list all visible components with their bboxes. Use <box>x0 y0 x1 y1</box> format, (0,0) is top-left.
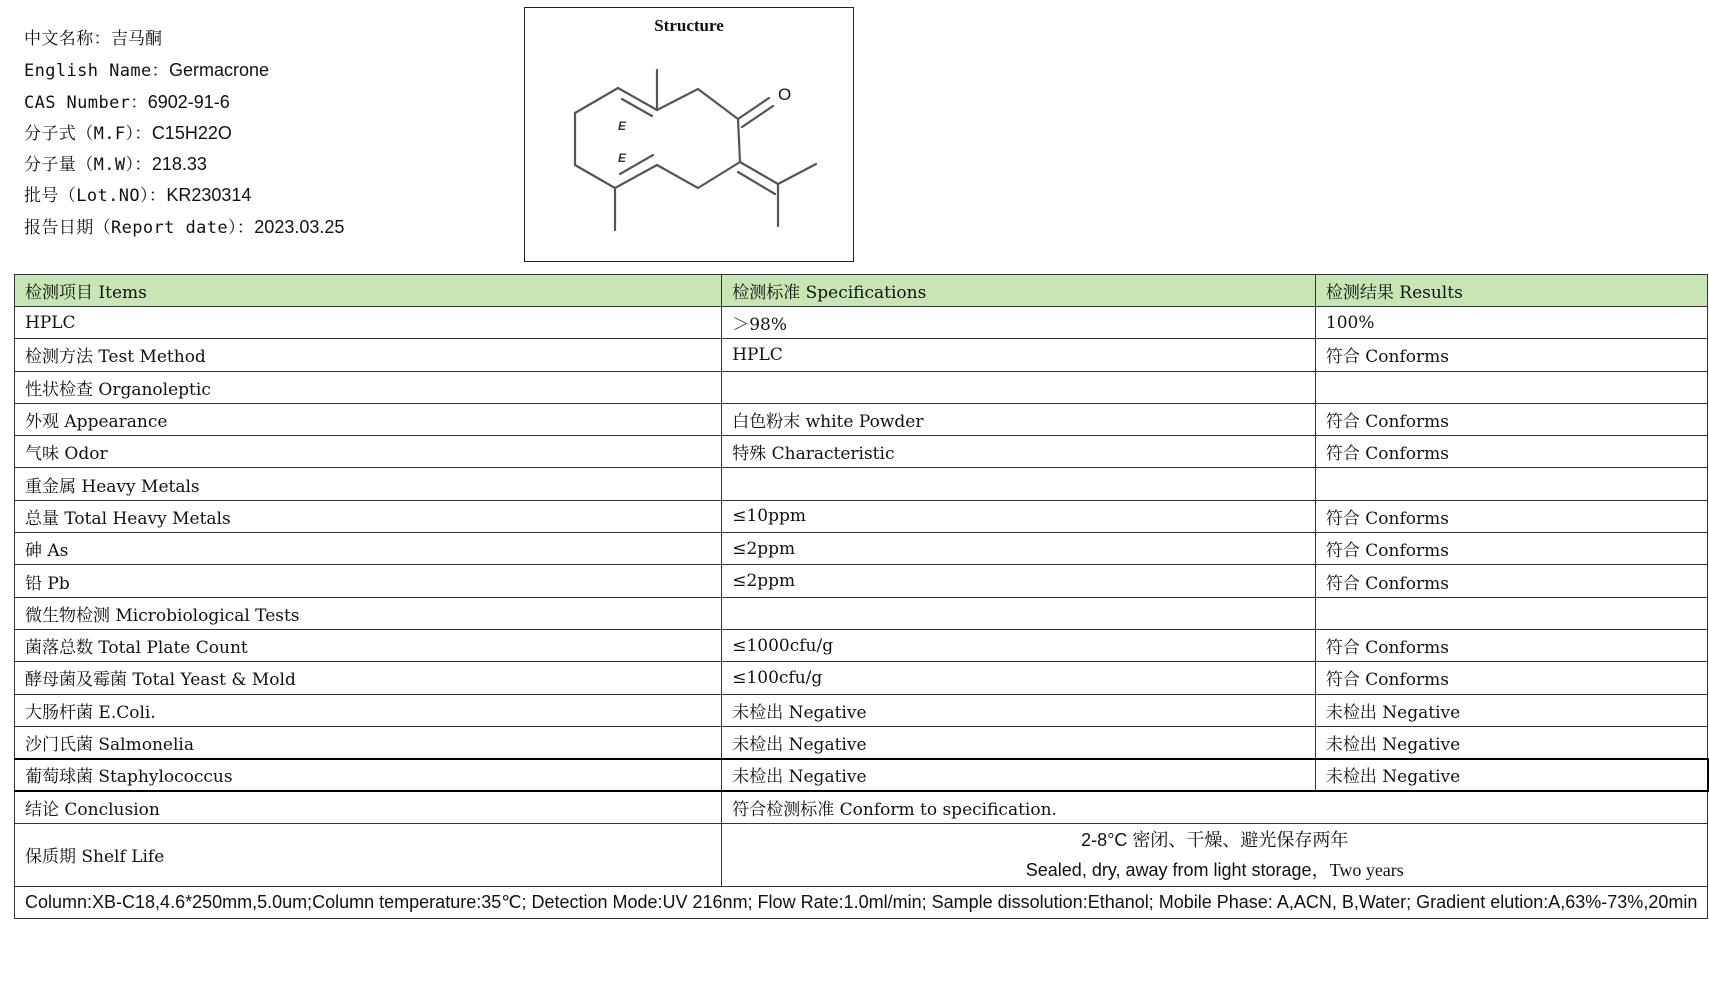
row-item: 沙门氏菌 Salmonelia <box>15 726 722 758</box>
row-item: 铅 Pb <box>15 565 722 597</box>
chinese-name-line <box>24 24 344 55</box>
isopropylidene-methyl-bond <box>778 164 816 184</box>
ring-bond <box>698 89 738 119</box>
row-result <box>1315 597 1707 629</box>
ring-bond <box>698 162 740 188</box>
table-row <box>15 403 1708 435</box>
cas-number-label: CAS Number： <box>24 92 148 113</box>
shelf-life-value <box>722 823 1708 886</box>
row-result: 符合 Conforms <box>1315 565 1707 597</box>
table-header-row <box>15 275 1708 307</box>
row-result: 符合 Conforms <box>1315 533 1707 565</box>
row-result <box>1315 371 1707 403</box>
product-info <box>24 24 344 243</box>
row-item: HPLC <box>15 307 722 339</box>
header-specifications: 检测标准 Specifications <box>722 275 1316 307</box>
table-row <box>15 468 1708 500</box>
table-row <box>15 533 1708 565</box>
lot-number-value: KR230314 <box>166 185 252 206</box>
row-item: 大肠杆菌 E.Coli. <box>15 694 722 726</box>
english-name-label: English Name： <box>24 61 170 82</box>
shelf-life-storage-en-text: Sealed, dry, away from light storage， <box>1025 859 1330 880</box>
table-row <box>15 500 1708 532</box>
row-item: 性状检查 Organoleptic <box>15 371 722 403</box>
row-result: 符合 Conforms <box>1315 436 1707 468</box>
germacrone-structure-diagram <box>525 8 855 263</box>
structure-panel <box>524 7 854 262</box>
table-row <box>15 565 1708 597</box>
double-bond-inner <box>622 99 652 116</box>
row-spec: ≤100cfu/g <box>722 662 1316 694</box>
stereo-label-e2: E <box>618 151 627 165</box>
shelf-life-label: 保质期 Shelf Life <box>15 823 722 886</box>
row-item: 总量 Total Heavy Metals <box>15 500 722 532</box>
molecular-formula-value: C15H22O <box>151 122 232 143</box>
header-items: 检测项目 Items <box>15 275 722 307</box>
table-row <box>15 436 1708 468</box>
row-spec: HPLC <box>722 339 1316 371</box>
cas-number-value: 6902-91-6 <box>147 91 230 112</box>
row-item: 葡萄球菌 Staphylococcus <box>15 759 722 791</box>
shelf-life-storage-cn: 2-8°C 密闭、干燥、避光保存两年 <box>1081 829 1349 850</box>
conclusion-value: 符合检测标准 Conform to specification. <box>722 791 1708 823</box>
shelf-life-row <box>15 823 1708 886</box>
row-item: 重金属 Heavy Metals <box>15 468 722 500</box>
chromatography-conditions: Column:XB-C18,4.6*250mm,5.0um;Column temperature:35℃; Detection Mode:UV 216nm; Flow Rate:1.0ml/min; Sample dissolution:Ethanol; Mobile Phase: A,ACN, B,Water; Gradient elution:A,63%-73%,20min <box>15 886 1708 919</box>
table-row <box>15 371 1708 403</box>
row-spec: 未检出 Negative <box>722 726 1316 758</box>
row-spec: 未检出 Negative <box>722 694 1316 726</box>
row-spec: 未检出 Negative <box>722 759 1316 791</box>
lot-number-label: 批号（Lot.NO）： <box>24 186 167 207</box>
row-spec: 白色粉末 white Powder <box>722 403 1316 435</box>
row-result <box>1315 468 1707 500</box>
row-spec: ≤2ppm <box>722 565 1316 597</box>
row-result: 符合 Conforms <box>1315 629 1707 661</box>
row-spec: ≤1000cfu/g <box>722 629 1316 661</box>
ring-bond <box>575 165 615 188</box>
row-spec <box>722 468 1316 500</box>
row-result: 符合 Conforms <box>1315 403 1707 435</box>
row-result: 未检出 Negative <box>1315 726 1707 758</box>
table-row <box>15 759 1708 791</box>
row-spec: ≤10ppm <box>722 500 1316 532</box>
table-row <box>15 694 1708 726</box>
conclusion-row <box>15 791 1708 823</box>
cas-number-line <box>24 87 344 118</box>
row-result: 符合 Conforms <box>1315 339 1707 371</box>
table-row <box>15 597 1708 629</box>
molecular-weight-label: 分子量（M.W）： <box>24 155 152 176</box>
structure-title: Structure <box>654 16 724 35</box>
lot-number-line <box>24 180 344 211</box>
chinese-name-value: 吉马酮 <box>111 29 162 49</box>
report-date-label: 报告日期（Report date）： <box>24 217 255 238</box>
ring-bond <box>575 88 618 113</box>
specification-table <box>14 274 1709 919</box>
row-item: 菌落总数 Total Plate Count <box>15 629 722 661</box>
row-spec: ≤2ppm <box>722 533 1316 565</box>
ring-bond <box>738 119 740 162</box>
report-date-value: 2023.03.25 <box>254 216 345 237</box>
molecular-formula-label: 分子式（M.F）： <box>24 123 152 144</box>
english-name-value: Germacrone <box>169 60 270 81</box>
isopropylidene-bond <box>740 162 778 184</box>
row-item: 微生物检测 Microbiological Tests <box>15 597 722 629</box>
chinese-name-label: 中文名称： <box>24 29 111 49</box>
row-result: 未检出 Negative <box>1315 759 1707 791</box>
shelf-life-duration: Two years <box>1329 859 1404 880</box>
row-result: 100% <box>1315 307 1707 339</box>
table-row <box>15 307 1708 339</box>
molecular-formula-line <box>24 118 344 149</box>
row-spec: ＞98% <box>722 307 1316 339</box>
row-result: 未检出 Negative <box>1315 694 1707 726</box>
molecular-weight-value: 218.33 <box>151 154 207 175</box>
row-result: 符合 Conforms <box>1315 662 1707 694</box>
shelf-life-storage-en <box>732 855 1697 885</box>
row-item: 砷 As <box>15 533 722 565</box>
table-row <box>15 726 1708 758</box>
molecular-weight-line <box>24 149 344 180</box>
row-item: 气味 Odor <box>15 436 722 468</box>
report-date-line <box>24 212 344 243</box>
row-item: 检测方法 Test Method <box>15 339 722 371</box>
oxygen-label: O <box>778 85 792 104</box>
row-spec <box>722 371 1316 403</box>
header-results: 检测结果 Results <box>1315 275 1707 307</box>
ring-bond <box>657 89 698 110</box>
ring-bond <box>657 165 698 188</box>
method-footer-row <box>15 886 1708 919</box>
carbonyl-bond-inner <box>742 106 773 127</box>
row-item: 酵母菌及霉菌 Total Yeast & Mold <box>15 662 722 694</box>
carbonyl-bond <box>738 98 769 119</box>
row-item: 外观 Appearance <box>15 403 722 435</box>
stereo-label-e1: E <box>618 119 627 133</box>
row-spec: 特殊 Characteristic <box>722 436 1316 468</box>
row-spec <box>722 597 1316 629</box>
table-row <box>15 629 1708 661</box>
table-row <box>15 339 1708 371</box>
table-row <box>15 662 1708 694</box>
row-result: 符合 Conforms <box>1315 500 1707 532</box>
conclusion-label: 结论 Conclusion <box>15 791 722 823</box>
ring-bond <box>615 165 657 188</box>
english-name-line <box>24 55 344 86</box>
isopropylidene-bond-inner <box>738 172 775 194</box>
